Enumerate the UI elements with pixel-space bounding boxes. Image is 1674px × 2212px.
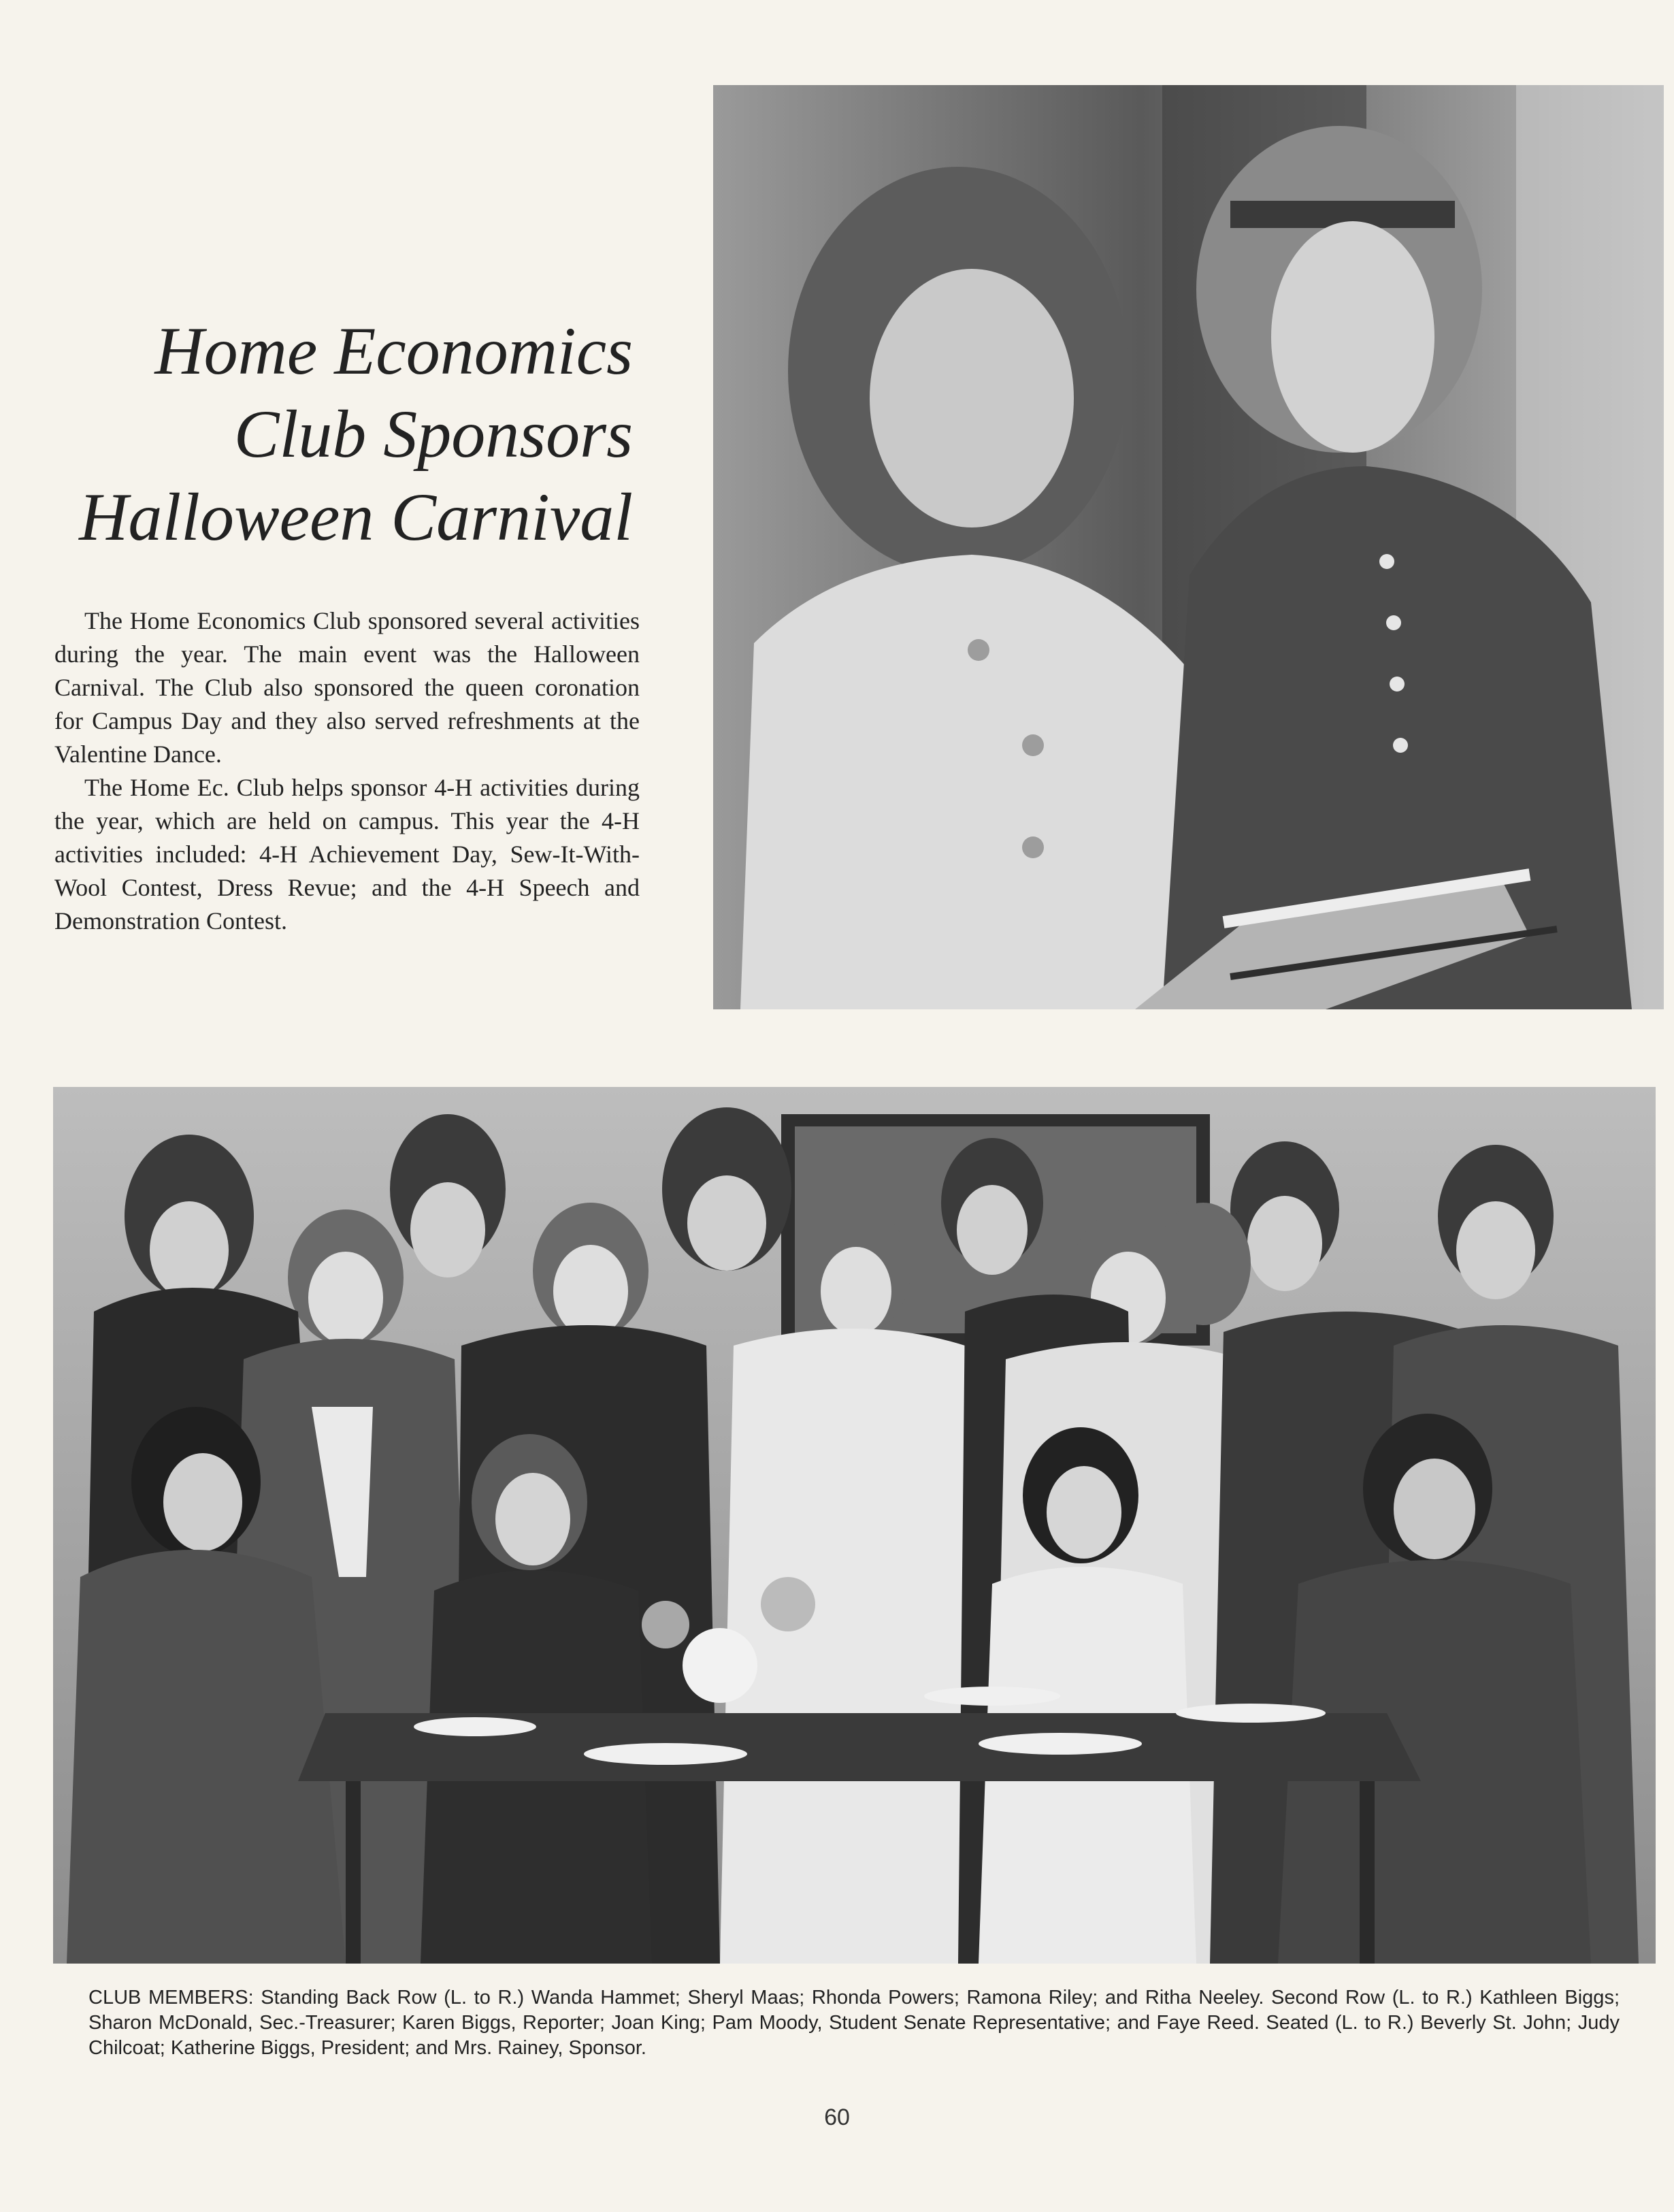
- club-members-photo: [53, 1087, 1656, 1964]
- headline-line-2: Club Sponsors: [233, 396, 633, 472]
- weaving-photo: [713, 85, 1664, 1009]
- headline-line-3: Halloween Carnival: [79, 479, 633, 555]
- headline: [41, 310, 633, 559]
- page-number: 60: [824, 2104, 850, 2130]
- headline-line-1: Home Economics: [154, 313, 633, 389]
- club-members-photo-image: [53, 1087, 1656, 1964]
- weaving-photo-image: [713, 85, 1664, 1009]
- article-body: [54, 604, 640, 938]
- body-paragraph-1: The Home Economics Club sponsored several activities during the year. The main event was the Halloween Carnival. The Club also sponsored the queen coronation for Campus Day and they also served refreshments at the Valentine Dance.: [54, 607, 640, 768]
- photo-caption: CLUB MEMBERS: Standing Back Row (L. to R.) Wanda Hammet; Sheryl Maas; Rhonda Powers; Ramona Riley; and Ritha Neeley. Second Row (L. to R.) Kathleen Biggs; Sharon McDonald, Sec.-Treasurer; Karen Biggs, Reporter; Joan King; Pam Moody, Student Senate Representative; and Faye Reed. Seated (L. to R.) Beverly St. John; Judy Chilcoat; Katherine Biggs, President; and Mrs. Rainey, Sponsor.: [88, 1987, 1620, 2059]
- body-paragraph-2: The Home Ec. Club helps sponsor 4-H activities during the year, which are held on campus. This year the 4-H activities included: 4-H Achievement Day, Sew-It-With-Wool Contest, Dress Revue; and the 4-H Speech and Demonstration Contest.: [54, 774, 640, 934]
